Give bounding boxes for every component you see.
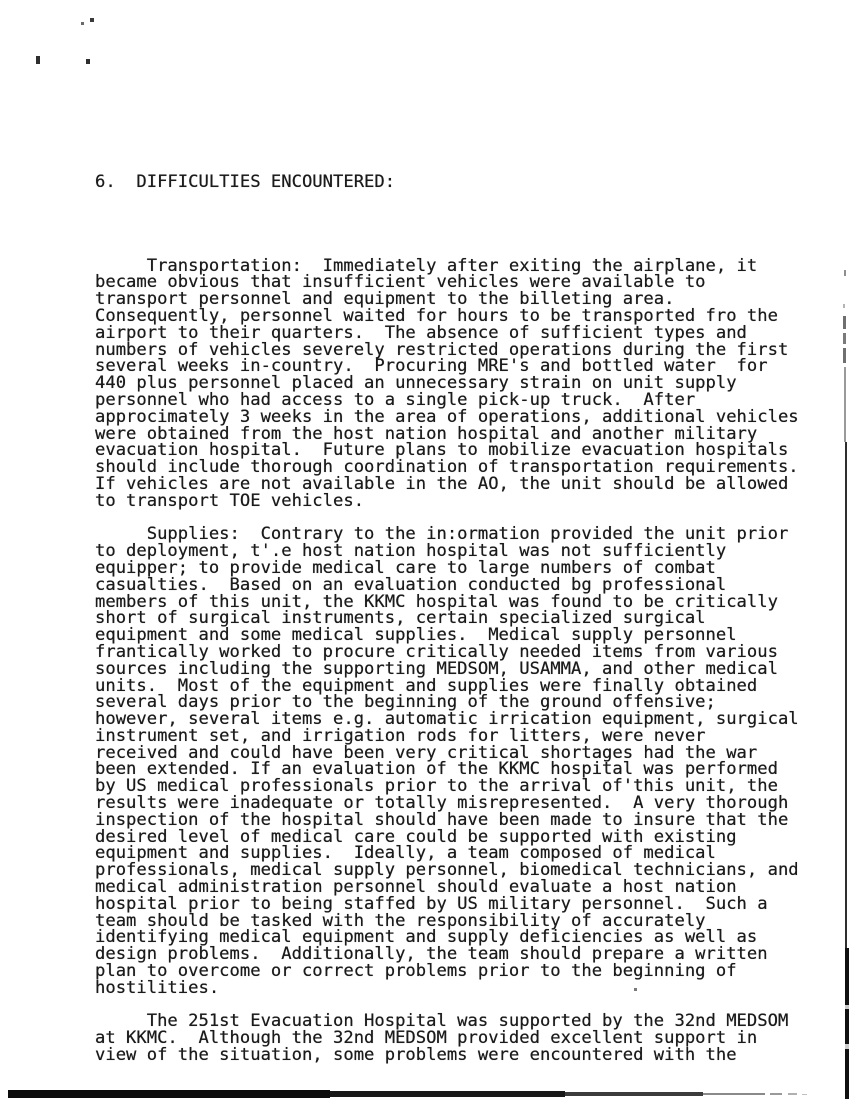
scan-speck: [634, 988, 637, 991]
text-line: equipper; to provide medical care to large numbers of combat: [95, 557, 716, 578]
text-line: Supplies: Contrary to the in:ormation provided the unit prior: [95, 524, 789, 545]
scan-speck: [86, 59, 90, 64]
text-line: The 251st Evacuation Hospital was supported by the 32nd MEDSOM: [95, 1011, 789, 1032]
text-line: Consequently, personnel waited for hours to be transported fro the: [95, 305, 778, 326]
text-line: equipment and supplies. Ideally, a team composed of medical: [95, 843, 716, 864]
scan-speck: [81, 22, 84, 25]
bottom-scan-bar-segment: [703, 1093, 765, 1095]
text-line: received and could have been very critical shortages had the war: [95, 742, 758, 763]
document-body: [95, 140, 799, 1064]
text-line: evacuation hospital. Future plans to mobilize evacuation hospitals: [95, 440, 789, 461]
text-line: were obtained from the host nation hospital and another military: [95, 423, 758, 444]
text-line: however, several items e.g. automatic irrication equipment, surgical: [95, 709, 799, 730]
bottom-scan-bar-segment: [802, 1094, 807, 1095]
text-line: desired level of medical care could be supported with existing: [95, 826, 737, 847]
text-line: became obvious that insufficient vehicles were available to: [95, 272, 706, 293]
right-edge-scan-mark: [845, 1005, 849, 1009]
text-line: design problems. Additionally, the team should prepare a written: [95, 944, 768, 965]
text-line: plan to overcome or correct problems prior to the beginning of: [95, 961, 737, 982]
text-line: professionals, medical supply personnel, biomedical technicians, and: [95, 860, 799, 881]
text-line: by US medical professionals prior to the arrival of'this unit, the: [95, 776, 778, 797]
text-line: team should be tasked with the responsibility of accurately: [95, 910, 706, 931]
text-line: short of surgical instruments, certain specialized surgical: [95, 608, 706, 629]
text-line: hostilities.: [95, 977, 220, 998]
text-line: units. Most of the equipment and supplies were finally obtained: [95, 675, 758, 696]
right-edge-scan-mark: [845, 442, 847, 948]
text-line: personnel who had access to a single pick-up truck. After: [95, 389, 696, 410]
bottom-scan-bar-segment: [565, 1092, 703, 1096]
right-edge-scan-mark: [844, 367, 846, 442]
paragraph-transportation: [95, 255, 799, 511]
text-line: hospital prior to being staffed by US military personnel. Such a: [95, 893, 768, 914]
text-line: frantically worked to procure critically needed items from various: [95, 641, 778, 662]
right-edge-scan-mark: [843, 304, 845, 308]
text-line: to deployment, t'.e host nation hospital was not sufficiently: [95, 541, 727, 562]
text-line: numbers of vehicles severely restricted operations during the first: [95, 339, 789, 360]
paragraph-medsom-support: [95, 1011, 799, 1066]
text-line: If vehicles are not available in the AO, the unit should be allowed: [95, 473, 789, 494]
scan-speck: [36, 56, 40, 64]
text-line: sources including the supporting MEDSOM, USAMMA, and other medical: [95, 658, 778, 679]
text-line: transport personnel and equipment to the billeting area.: [95, 289, 675, 310]
text-line: view of the situation, some problems were encountered with the: [95, 1045, 737, 1066]
right-edge-scan-mark: [844, 270, 846, 276]
text-line: at KKMC. Although the 32nd MEDSOM provided excellent support in: [95, 1028, 758, 1049]
right-edge-scan-mark: [845, 1044, 849, 1049]
right-edge-scan-mark: [843, 348, 846, 363]
text-line: should include thorough coordination of transportation requirements.: [95, 457, 799, 478]
section-heading: 6. DIFFICULTIES ENCOUNTERED:: [95, 171, 396, 192]
text-line: Transportation: Immediately after exiting the airplane, it: [95, 255, 758, 276]
text-line: medical administration personnel should evaluate a host nation: [95, 877, 737, 898]
text-line: inspection of the hospital should have been made to insure that the: [95, 809, 789, 830]
bottom-scan-bar-segment: [788, 1093, 797, 1095]
text-line: several days prior to the beginning of the ground offensive;: [95, 692, 716, 713]
text-line: equipment and some medical supplies. Medical supply personnel: [95, 625, 737, 646]
text-line: to transport TOE vehicles.: [95, 490, 365, 511]
text-line: airport to their quarters. The absence of sufficient types and: [95, 322, 747, 343]
text-line: casualties. Based on an evaluation conducted bg professional: [95, 574, 727, 595]
text-line: identifying medical equipment and supply deficiencies as well as: [95, 927, 758, 948]
scan-speck: [90, 18, 94, 22]
text-line: approcimately 3 weeks in the area of operations, additional vehicles: [95, 406, 799, 427]
text-line: several weeks in-country. Procuring MRE's and bottled water for: [95, 356, 768, 377]
paragraph-supplies: [95, 526, 799, 996]
right-edge-scan-mark: [843, 333, 846, 344]
bottom-scan-bar-segment: [330, 1091, 565, 1097]
text-line: been extended. If an evaluation of the KKMC hospital was performed: [95, 759, 778, 780]
text-line: members of this unit, the KKMC hospital was found to be critically: [95, 591, 778, 612]
right-edge-scan-mark: [843, 316, 846, 329]
text-line: instrument set, and irrigation rods for litters, were never: [95, 725, 706, 746]
text-line: results were inadequate or totally misrepresented. A very thorough: [95, 793, 789, 814]
bottom-scan-bar-segment: [8, 1090, 330, 1098]
right-edge-scan-mark: [845, 948, 849, 1099]
text-line: 440 plus personnel placed an unnecessary strain on unit supply: [95, 373, 737, 394]
bottom-scan-bar-segment: [770, 1093, 782, 1095]
